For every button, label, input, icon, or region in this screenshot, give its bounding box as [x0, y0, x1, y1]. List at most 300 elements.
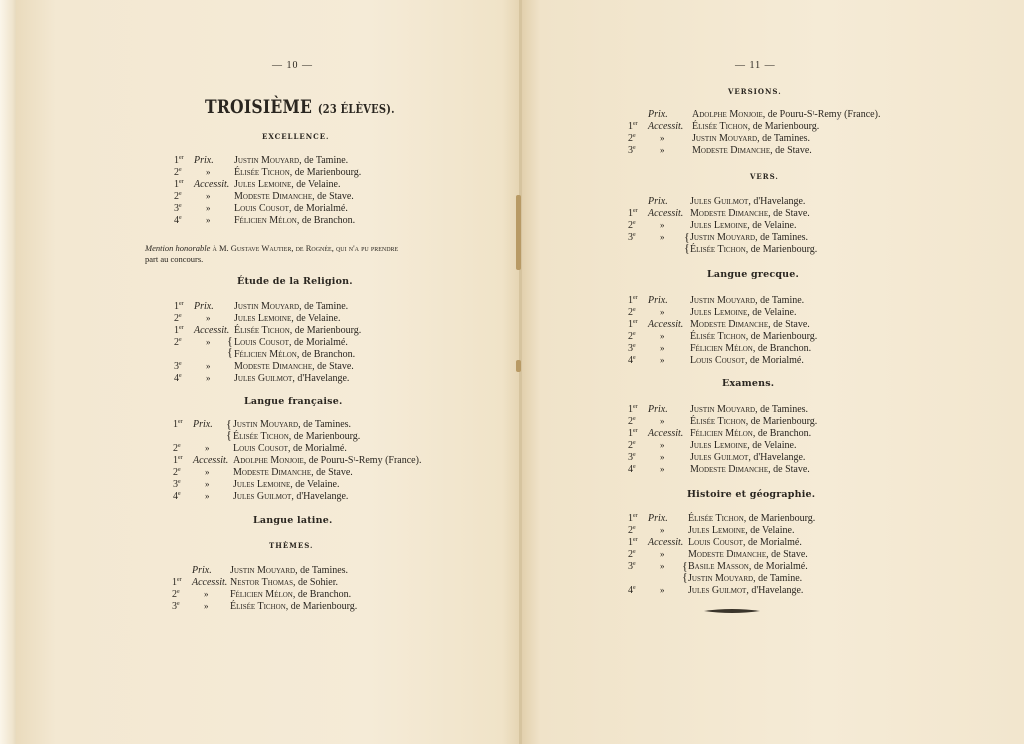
student-entry [690, 404, 808, 415]
page-title [205, 96, 395, 118]
ditto-mark: » [205, 443, 210, 453]
binding-thread [516, 360, 521, 372]
student-name: Justin Mouyard [234, 155, 300, 166]
rank-value: 1 [172, 577, 177, 588]
rank-number [174, 313, 182, 324]
rank-number [174, 167, 182, 178]
rank-suffix: er [633, 121, 638, 127]
student-entry [230, 565, 348, 576]
ditto-mark: » [206, 337, 211, 347]
ditto-mark: » [205, 467, 210, 477]
student-place: , de Stave. [768, 208, 810, 219]
rank-suffix: e [179, 373, 182, 379]
rank-suffix: er [633, 319, 638, 325]
prize-type: Prix. [194, 155, 214, 166]
rank-number [628, 513, 638, 524]
rank-suffix: e [178, 491, 181, 497]
student-name: Justin Mouyard [692, 133, 758, 144]
grecque-heading: Langue grecque. [707, 269, 800, 280]
student-name: Jules Guilmot [233, 491, 292, 502]
student-place: , d'Havelange. [746, 585, 804, 596]
student-place: , de Tamines. [298, 419, 352, 430]
student-name: Jules Lemoine [690, 440, 748, 451]
rank-number [173, 419, 183, 430]
student-place: , de Morialmé. [288, 203, 348, 214]
rank-value: 2 [174, 337, 179, 348]
student-place: , de Tamines. [755, 232, 809, 243]
vers-heading: VERS. [750, 172, 779, 181]
student-name: Félicien Mélon [690, 428, 753, 439]
student-place: , de Velaine. [747, 307, 797, 318]
left-page [16, 0, 522, 744]
end-ornament [702, 606, 762, 616]
student-name: Jules Guilmot [234, 373, 293, 384]
student-place: , de Velaine. [747, 440, 797, 451]
student-place: , de Marienbourg. [285, 601, 358, 612]
student-name: Modeste Dimanche [690, 319, 769, 330]
rank-suffix: e [633, 307, 636, 313]
rank-value: 1 [628, 428, 633, 439]
student-name: Jules Guilmot [690, 452, 749, 463]
student-entry [690, 307, 796, 318]
student-entry [234, 215, 355, 226]
ditto-mark: » [660, 440, 665, 450]
prize-type: Accessit. [193, 455, 229, 466]
rank-value: 2 [628, 440, 633, 451]
rank-suffix: er [177, 577, 182, 583]
examens-heading: Examens. [722, 378, 775, 389]
rank-number [172, 601, 180, 612]
student-name: Félicien Mélon [234, 349, 297, 360]
rank-number [628, 464, 636, 475]
page-number: — 10 — [272, 60, 313, 71]
rank-suffix: e [178, 443, 181, 449]
rank-number [173, 491, 181, 502]
student-place: , de Tamine. [299, 301, 349, 312]
student-place: , de Tamines. [757, 133, 811, 144]
mention-line-2: part au concours. [145, 254, 204, 264]
student-name: Justin Mouyard [690, 232, 756, 243]
student-entry [692, 121, 819, 132]
rank-suffix: e [633, 452, 636, 458]
rank-suffix: er [633, 513, 638, 519]
student-name: Justin Mouyard [233, 419, 299, 430]
rank-value: 3 [628, 145, 633, 156]
student-entry [690, 355, 804, 366]
student-place: , de Marienbourg. [745, 331, 818, 342]
student-place: , de Stave. [312, 191, 354, 202]
rank-value: 2 [174, 167, 179, 178]
ditto-mark: » [660, 307, 665, 317]
tie-brace: { { [227, 334, 233, 359]
rank-number [628, 440, 636, 451]
ditto-mark: » [206, 215, 211, 225]
ditto-mark: » [206, 313, 211, 323]
prize-type: Accessit. [194, 325, 230, 336]
student-name: Louis Cousot [690, 355, 745, 366]
rank-value: 4 [174, 373, 179, 384]
student-entry [690, 452, 805, 463]
rank-suffix: e [633, 232, 636, 238]
rank-suffix: e [633, 343, 636, 349]
rank-suffix: er [179, 325, 184, 331]
student-place: , de Tamine. [755, 295, 805, 306]
rank-suffix: e [633, 331, 636, 337]
prize-type: Accessit. [648, 208, 684, 219]
rank-value: 4 [628, 585, 633, 596]
prize-type: Accessit. [648, 121, 684, 132]
prize-type: Prix. [194, 301, 214, 312]
rank-number [174, 155, 184, 166]
student-entry [690, 244, 817, 255]
student-entry [688, 525, 794, 536]
rank-suffix: er [178, 455, 183, 461]
rank-number [628, 319, 638, 330]
student-entry [233, 443, 347, 454]
student-place: , de Morialmé. [744, 355, 804, 366]
student-entry [234, 337, 348, 348]
rank-suffix: e [177, 601, 180, 607]
rank-value: 1 [628, 537, 633, 548]
themes-subheading: THÈMES. [269, 541, 314, 550]
student-place: , de Tamines. [755, 404, 809, 415]
title-count: (23 ÉLÈVES). [317, 102, 395, 116]
rank-number [628, 208, 638, 219]
rank-suffix: er [633, 537, 638, 543]
rank-value: 4 [173, 491, 178, 502]
rank-value: 2 [172, 589, 177, 600]
rank-number [628, 525, 636, 536]
student-entry [690, 196, 805, 207]
rank-value: 3 [173, 479, 178, 490]
ditto-mark: » [206, 373, 211, 383]
rank-suffix: e [633, 440, 636, 446]
rank-suffix: er [633, 295, 638, 301]
rank-suffix: e [633, 549, 636, 555]
student-entry [234, 155, 348, 166]
student-name: Modeste Dimanche [233, 467, 312, 478]
student-name: Élisée Tichon [233, 431, 289, 442]
rank-value: 3 [172, 601, 177, 612]
rank-number [173, 455, 183, 466]
rank-value: 1 [628, 295, 633, 306]
student-place: , de Stave. [311, 467, 353, 478]
student-entry [690, 295, 804, 306]
rank-value: 1 [174, 325, 179, 336]
rank-number [628, 307, 636, 318]
rank-number [174, 179, 184, 190]
rank-suffix: e [179, 361, 182, 367]
rank-number [628, 133, 636, 144]
rank-suffix: e [633, 561, 636, 567]
rank-value: 4 [174, 215, 179, 226]
rank-number [174, 337, 182, 348]
rank-number [628, 549, 636, 560]
rank-value: 3 [628, 561, 633, 572]
ditto-mark: » [206, 191, 211, 201]
student-entry [234, 179, 340, 190]
student-entry [688, 549, 808, 560]
student-place: , de Tamines. [295, 565, 349, 576]
student-place: , de Tamine. [299, 155, 349, 166]
rank-value: 3 [174, 361, 179, 372]
student-name: Félicien Mélon [690, 343, 753, 354]
student-name: Modeste Dimanche [234, 191, 313, 202]
student-name: Modeste Dimanche [688, 549, 767, 560]
ditto-mark: » [660, 561, 665, 571]
ditto-mark: » [205, 491, 210, 501]
student-entry [692, 109, 880, 120]
rank-number [174, 191, 182, 202]
student-entry [692, 133, 810, 144]
rank-value: 4 [628, 355, 633, 366]
student-name: Jules Lemoine [690, 220, 748, 231]
student-name: Justin Mouyard [688, 573, 754, 584]
student-name: Jules Guilmot [688, 585, 747, 596]
rank-number [174, 215, 182, 226]
rank-number [628, 220, 636, 231]
rank-suffix: e [177, 589, 180, 595]
student-entry [688, 513, 815, 524]
student-place: , de Sohier. [292, 577, 338, 588]
student-place: , de Pouru-Sᵗ-Remy (France). [762, 109, 881, 120]
student-entry [690, 232, 808, 243]
student-name: Félicien Mélon [230, 589, 293, 600]
student-name: Félicien Mélon [234, 215, 297, 226]
rank-value: 1 [174, 179, 179, 190]
ditto-mark: » [660, 343, 665, 353]
student-entry [690, 331, 817, 342]
student-entry [233, 419, 351, 430]
francaise-heading: Langue française. [244, 396, 343, 407]
student-place: , de Marienbourg. [747, 121, 820, 132]
student-place: , de Morialmé. [748, 561, 808, 572]
student-place: , de Morialmé. [288, 337, 348, 348]
prize-type: Prix. [648, 109, 668, 120]
student-place: , de Velaine. [745, 525, 795, 536]
rank-number [628, 343, 636, 354]
religion-heading: Étude de la Religion. [237, 276, 353, 287]
student-place: , de Marienbourg. [745, 244, 818, 255]
student-place: , d'Havelange. [292, 373, 350, 384]
student-entry [690, 464, 810, 475]
rank-number [628, 121, 638, 132]
student-place: , d'Havelange. [748, 196, 806, 207]
student-name: Modeste Dimanche [234, 361, 313, 372]
prize-type: Prix. [648, 196, 668, 207]
student-entry [690, 220, 796, 231]
prize-type: Accessit. [194, 179, 230, 190]
ditto-mark: » [660, 145, 665, 155]
student-entry [690, 343, 811, 354]
student-name: Jules Guilmot [690, 196, 749, 207]
student-entry [233, 455, 421, 466]
student-name: Justin Mouyard [230, 565, 296, 576]
student-entry [233, 431, 360, 442]
student-name: Louis Cousot [233, 443, 288, 454]
student-entry [688, 537, 802, 548]
student-name: Modeste Dimanche [692, 145, 771, 156]
student-entry [690, 319, 810, 330]
ditto-mark: » [660, 549, 665, 559]
rank-value: 1 [628, 513, 633, 524]
rank-number [174, 325, 184, 336]
rank-number [628, 428, 638, 439]
student-place: , de Stave. [768, 464, 810, 475]
rank-suffix: er [633, 208, 638, 214]
rank-suffix: e [633, 220, 636, 226]
page-number: — 11 — [735, 60, 776, 71]
rank-suffix: er [179, 155, 184, 161]
student-entry [234, 325, 361, 336]
rank-value: 1 [628, 208, 633, 219]
rank-suffix: e [633, 585, 636, 591]
rank-suffix: er [179, 301, 184, 307]
prize-type: Prix. [648, 295, 668, 306]
student-place: , de Velaine. [290, 479, 340, 490]
rank-value: 1 [174, 155, 179, 166]
rank-value: 2 [628, 220, 633, 231]
rank-value: 3 [628, 232, 633, 243]
student-place: , de Branchon. [296, 349, 356, 360]
student-name: Élisée Tichon [690, 244, 746, 255]
rank-number [174, 373, 182, 384]
rank-number [628, 331, 636, 342]
student-entry [233, 467, 353, 478]
rank-value: 3 [174, 203, 179, 214]
student-place: , de Marienbourg. [745, 416, 818, 427]
rank-number [174, 301, 184, 312]
rank-value: 1 [173, 419, 178, 430]
student-place: , de Marienbourg. [289, 325, 362, 336]
rank-number [628, 404, 638, 415]
student-entry [230, 601, 357, 612]
mention-label: Mention honorable [145, 243, 211, 253]
rank-suffix: e [179, 203, 182, 209]
tie-brace: { { [226, 417, 232, 442]
student-name: Jules Lemoine [234, 179, 292, 190]
student-entry [234, 373, 349, 384]
rank-number [628, 416, 636, 427]
latine-heading: Langue latine. [253, 515, 333, 526]
binding-thread [516, 195, 521, 270]
student-name: Élisée Tichon [690, 416, 746, 427]
prize-type: Accessit. [648, 319, 684, 330]
rank-value: 2 [628, 331, 633, 342]
student-place: , de Morialmé. [287, 443, 347, 454]
rank-value: 1 [628, 121, 633, 132]
right-page [522, 0, 1024, 744]
student-place: , de Marienbourg. [288, 431, 361, 442]
student-name: Élisée Tichon [692, 121, 748, 132]
ditto-mark: » [660, 355, 665, 365]
student-name: Modeste Dimanche [690, 208, 769, 219]
histoire-heading: Histoire et géographie. [687, 489, 816, 500]
student-entry [234, 301, 348, 312]
student-place: , de Velaine. [291, 179, 341, 190]
rank-number [628, 232, 636, 243]
ditto-mark: » [660, 331, 665, 341]
rank-number [628, 452, 636, 463]
rank-value: 1 [628, 404, 633, 415]
excellence-heading: EXCELLENCE. [262, 132, 330, 141]
prize-type: Accessit. [192, 577, 228, 588]
student-entry [690, 416, 817, 427]
student-place: , de Stave. [770, 145, 812, 156]
rank-number [628, 355, 636, 366]
rank-value: 1 [173, 455, 178, 466]
rank-suffix: er [633, 428, 638, 434]
student-entry [233, 491, 348, 502]
rank-number [172, 589, 180, 600]
student-place: , d'Havelange. [291, 491, 349, 502]
student-place: , de Stave. [312, 361, 354, 372]
student-place: , de Morialmé. [742, 537, 802, 548]
rank-number [172, 577, 182, 588]
student-name: Élisée Tichon [230, 601, 286, 612]
student-entry [234, 191, 354, 202]
rank-number [628, 145, 636, 156]
ditto-mark: » [660, 525, 665, 535]
student-entry [234, 203, 348, 214]
rank-value: 2 [628, 416, 633, 427]
student-place: , de Velaine. [747, 220, 797, 231]
rank-suffix: er [179, 179, 184, 185]
student-place: , de Stave. [766, 549, 808, 560]
rank-value: 2 [174, 191, 179, 202]
ditto-mark: » [660, 585, 665, 595]
student-entry [688, 585, 803, 596]
student-entry [233, 479, 339, 490]
rank-number [173, 467, 181, 478]
rank-number [628, 295, 638, 306]
student-place: , de Branchon. [296, 215, 356, 226]
student-place: , de Velaine. [291, 313, 341, 324]
versions-heading: VERSIONS. [728, 87, 782, 96]
student-name: Jules Lemoine [690, 307, 748, 318]
student-name: Justin Mouyard [690, 404, 756, 415]
ditto-mark: » [660, 133, 665, 143]
student-entry [230, 577, 338, 588]
student-entry [690, 208, 810, 219]
rank-suffix: er [633, 404, 638, 410]
rank-suffix: e [633, 355, 636, 361]
prize-type: Prix. [192, 565, 212, 576]
tie-brace: { { [682, 559, 688, 584]
rank-suffix: e [633, 416, 636, 422]
tie-brace: { { [684, 230, 690, 255]
student-entry [690, 428, 811, 439]
mention-text: à M. Gustave Wautier, de Rognée, qui n'a pu prendre [210, 243, 399, 253]
rank-number [628, 585, 636, 596]
rank-number [173, 479, 181, 490]
student-name: Nestor Thomas [230, 577, 293, 588]
rank-number [173, 443, 181, 454]
rank-value: 1 [628, 319, 633, 330]
ditto-mark: » [660, 464, 665, 474]
student-name: Élisée Tichon [234, 167, 290, 178]
student-place: , de Branchon. [752, 343, 812, 354]
mention-line-1 [145, 243, 398, 254]
student-entry [688, 561, 808, 572]
rank-number [628, 561, 636, 572]
rank-value: 3 [628, 452, 633, 463]
rank-suffix: e [179, 167, 182, 173]
student-place: , de Marienbourg. [743, 513, 816, 524]
student-place: , de Branchon. [292, 589, 352, 600]
rank-suffix: e [178, 467, 181, 473]
student-name: Jules Lemoine [234, 313, 292, 324]
